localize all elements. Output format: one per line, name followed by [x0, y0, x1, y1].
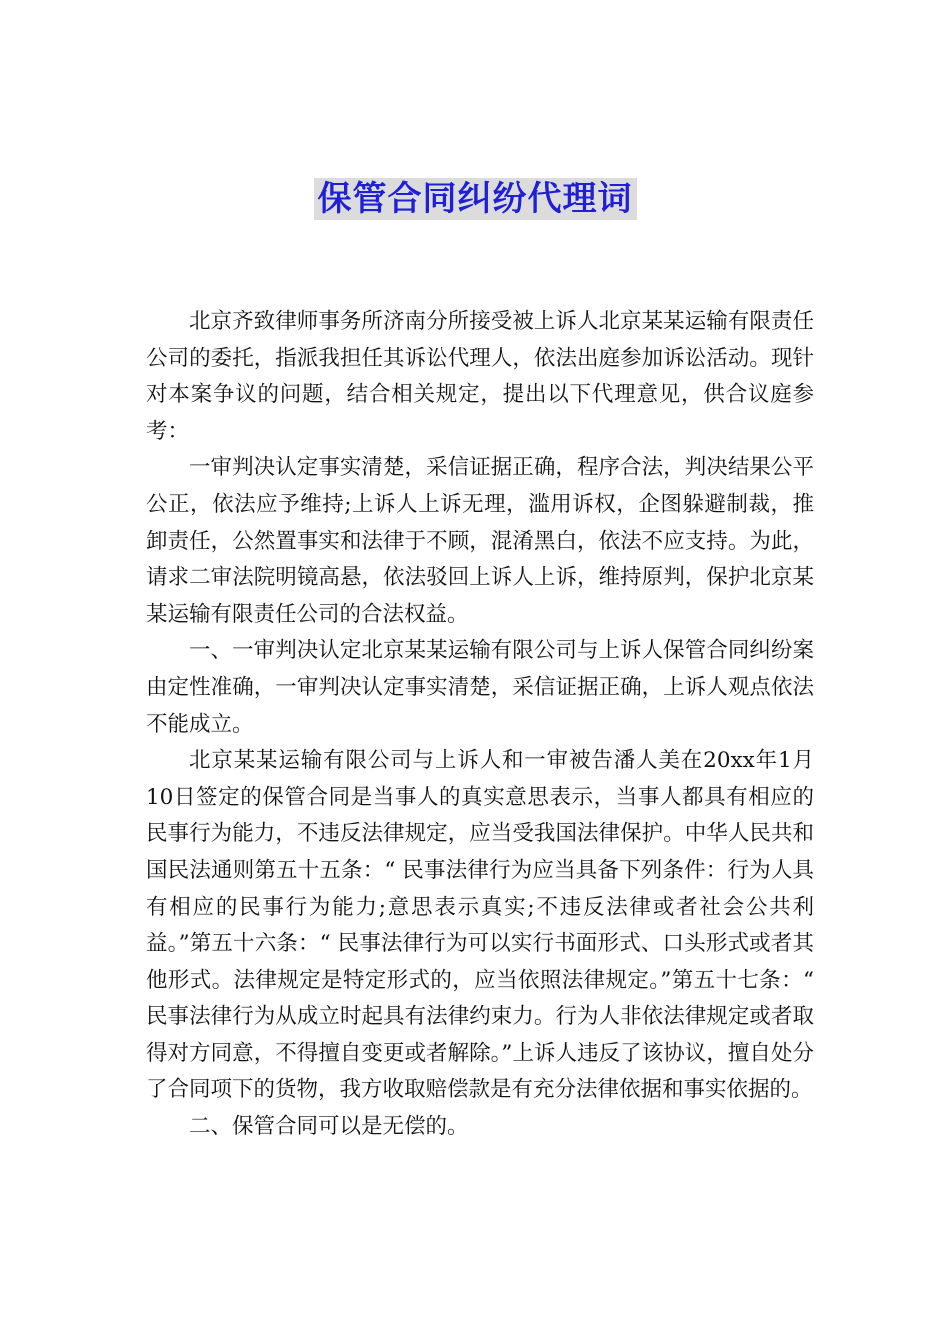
document-title: 保管合同纠纷代理词 [314, 178, 637, 220]
paragraph-point-two: 二、保管合同可以是无偿的。 [189, 1114, 469, 1140]
document-body [146, 304, 814, 1146]
paragraph-contract-basis: 北京某某运输有限公司与上诉人和一审被告潘人美在20xx年1月10日签定的保管合同是当事人的真实意思表示，当事人都具有相应的民事行为能力，不违反法律规定，应当受我国法律保护。中华人民共和国民法通则第五十五条：“ 民事法律行为应当具备下列条件：行为人具有相应的民事行为能力;意思表示真实;不违反法律或者社会公共利益。”第五十六条：“ 民事法律行为可以实行书面形式、口头形式或者其他形式。法律规定是特定形式的，应当依照法律规定。”第五十七条：“ 民事法律行为从成立时起具有法律约束力。行为人非依法律规定或者取得对方同意，不得擅自变更或者解除。”上诉人违反了该协议，擅自处分了合同项下的货物，我方收取赔偿款是有充分法律依据和事实依据的。 [146, 748, 814, 1103]
title-container [0, 178, 950, 220]
paragraph-intro: 北京齐致律师事务所济南分所接受被上诉人北京某某运输有限责任公司的委托，指派我担任其诉讼代理人，依法出庭参加诉讼活动。现针对本案争议的问题，结合相关规定，提出以下代理意见，供合议庭参考： [146, 309, 814, 444]
paragraph-point-one: 一、一审判决认定北京某某运输有限公司与上诉人保管合同纠纷案由定性准确，一审判决认定事实清楚，采信证据正确，上诉人观点依法不能成立。 [146, 638, 814, 737]
paragraph-summary: 一审判决认定事实清楚，采信证据正确，程序合法，判决结果公平公正，依法应予维持;上诉人上诉无理，滥用诉权，企图躲避制裁，推卸责任，公然置事实和法律于不顾，混淆黑白，依法不应支持。为此，请求二审法院明镜高悬，依法驳回上诉人上诉，维持原判，保护北京某某运输有限责任公司的合法权益。 [146, 455, 814, 627]
